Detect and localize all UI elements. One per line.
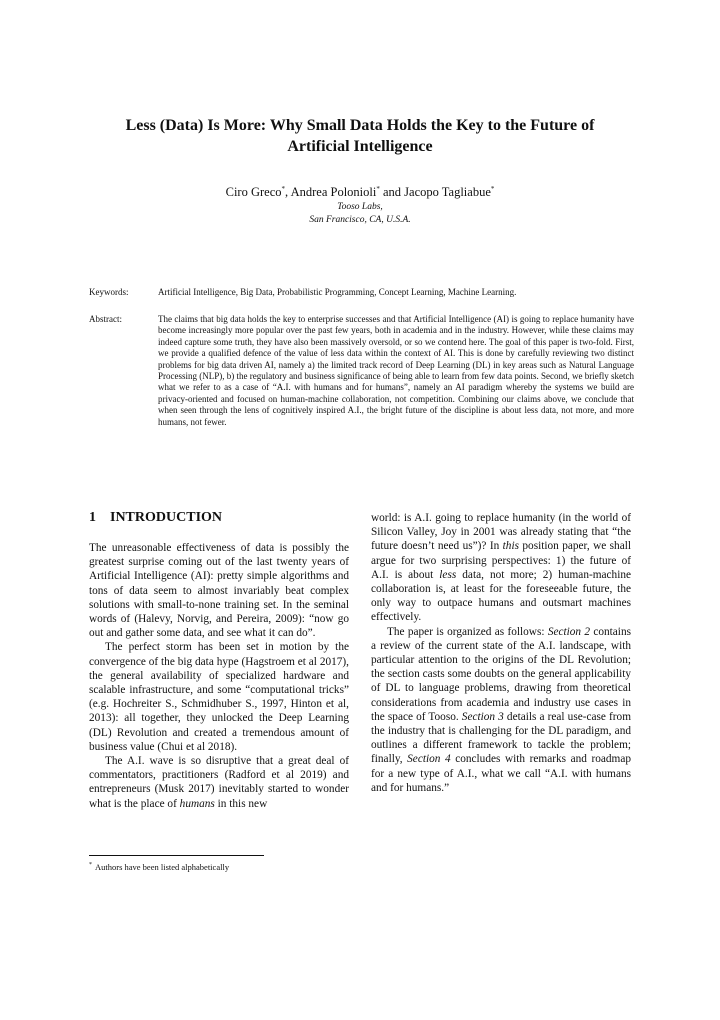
section-title: INTRODUCTION — [110, 510, 223, 525]
author-footnote-mark: * — [281, 184, 286, 193]
footnote-text: Authors have been listed alphabetically — [95, 862, 230, 872]
emphasis-text: humans — [179, 797, 215, 810]
emphasis-text: this — [502, 540, 519, 553]
section-reference: Section 4 — [407, 753, 451, 766]
abstract-label: Abstract: — [89, 314, 122, 324]
emphasis-text: less — [439, 568, 457, 581]
author-name: Andrea Polonioli — [290, 185, 377, 199]
body-paragraph — [371, 511, 631, 625]
text-run: details a real use-case from the industry that is challenging for the DL paradigm, and outlines a different framework to tackle the problem; finally, — [371, 710, 631, 766]
author-footnote-mark: * — [490, 184, 495, 193]
footnote — [89, 862, 389, 873]
section-reference: Section 2 — [547, 625, 591, 638]
text-run: The A.I. wave is so disruptive that a great deal of commentators, practitioners (Radford et al 2019) and entrepreneurs (Musk 2017) inevitably started to wonder what is the place of — [89, 755, 349, 810]
section-number: 1 — [89, 510, 96, 525]
body-paragraph: The perfect storm has been set in motion by the convergence of the big data hype (Hagstroem et al 2017), the general availability of specialized hardware and scalable infrastructure, and some “computational tricks” (e.g. Hochreiter S., Schmidhuber S., 1997, Hinton et al, 2013): all together, they unlocked the Deep Learning (DL) Revolution and created a tremendous amount of business value (Chui et al 2018). — [89, 641, 349, 753]
body-paragraph — [371, 625, 631, 795]
author-footnote-mark: * — [376, 184, 380, 193]
author-list: Ciro Greco*, Andrea Polonioli* and Jacopo Tagliabue* — [225, 184, 495, 199]
text-run: contains a review of the current state of the A.I. landscape, with particular attention to the origins of the DL Revolution; the section casts some doubts on the general applicability of DL to language problems, drawing from theoretical considerations from academia and industry use cases in the space of Tooso. — [371, 625, 631, 723]
paper-title — [60, 115, 660, 157]
author-conjunction: and — [382, 185, 402, 199]
footnote-mark: * — [89, 862, 92, 869]
text-run: data, not more; 2) human-machine collaboration is, at least for the foreseeable future, the only way to outpace humans and outsmart machines effectively. — [371, 568, 631, 624]
author-name: Ciro Greco — [225, 185, 282, 199]
text-run: position paper, we shall argue for two surprising perspectives: 1) the future of A.I. is about — [371, 540, 632, 581]
text-run: concludes with remarks and roadmap for a new type of A.I., what we call “A.I. with humans and for humans.” — [371, 753, 631, 794]
affiliation-location: San Francisco, CA, U.S.A. — [309, 215, 411, 225]
section-heading — [89, 509, 349, 527]
keywords-text: Artificial Intelligence, Big Data, Probabilistic Programming, Concept Learning, Machine Learning. — [158, 287, 517, 297]
left-column — [89, 541, 349, 811]
title-line-1: Less (Data) Is More: Why Small Data Holds the Key to the Future of — [125, 117, 595, 134]
body-paragraph: The unreasonable effectiveness of data is possibly the greatest surprise coming out of the last twenty years of Artificial Intelligence (AI): pretty simple algorithms and tons of data seem to almost invariably beat complex solutions with small-to-none training set. In the seminal words of (Halevy, Norvig, and Pereira, 2009): “now go out and gather some data, and see what it can do”. — [89, 542, 349, 640]
title-line-2: Artificial Intelligence — [287, 138, 433, 155]
keywords-label: Keywords: — [89, 287, 129, 297]
author-name: Jacopo Tagliabue — [404, 185, 491, 199]
right-column — [371, 511, 631, 795]
text-run: world: is A.I. going to replace humanity (in the world of Silicon Valley, Joy in 2001 was already stating that “the future doesn’t need us”)? In — [371, 512, 631, 553]
abstract-text: The claims that big data holds the key to enterprise successes and that Artificial Intelligence (AI) is going to replace humanity have become increasingly more popular over the past few years, both in academia and in the industry. However, while these claims may indeed capture some truth, they have also been massively oversold, or so we contend here. The goal of this paper is two-fold. First, we provide a qualified defence of the value of less data within the context of AI. This is done by carefully reviewing two distinct problems for big data driven AI, namely a) the limited track record of Deep Learning (DL) in key areas such as Natural Language Processing (NLP), b) the regulatory and business significance of being able to learn from few data points. Second, we briefly sketch what we refer to as a case of “A.I. with humans and for humans”, namely an AI paradigm whereby the systems we build are privacy-oriented and focused on human-machine collaboration, not competition. Combining our claims above, we conclude that when seen through the lens of cognitively inspired A.I., the bright future of the discipline is about less data, not more, and more humans, not fewer. — [158, 314, 634, 427]
footnote-divider — [89, 855, 264, 856]
section-reference: Section 3 — [461, 710, 504, 723]
affiliation-org: Tooso Labs, — [337, 202, 383, 212]
body-paragraph — [89, 754, 349, 811]
text-run: The paper is organized as follows: — [387, 625, 548, 638]
text-run: in this new — [214, 797, 268, 810]
